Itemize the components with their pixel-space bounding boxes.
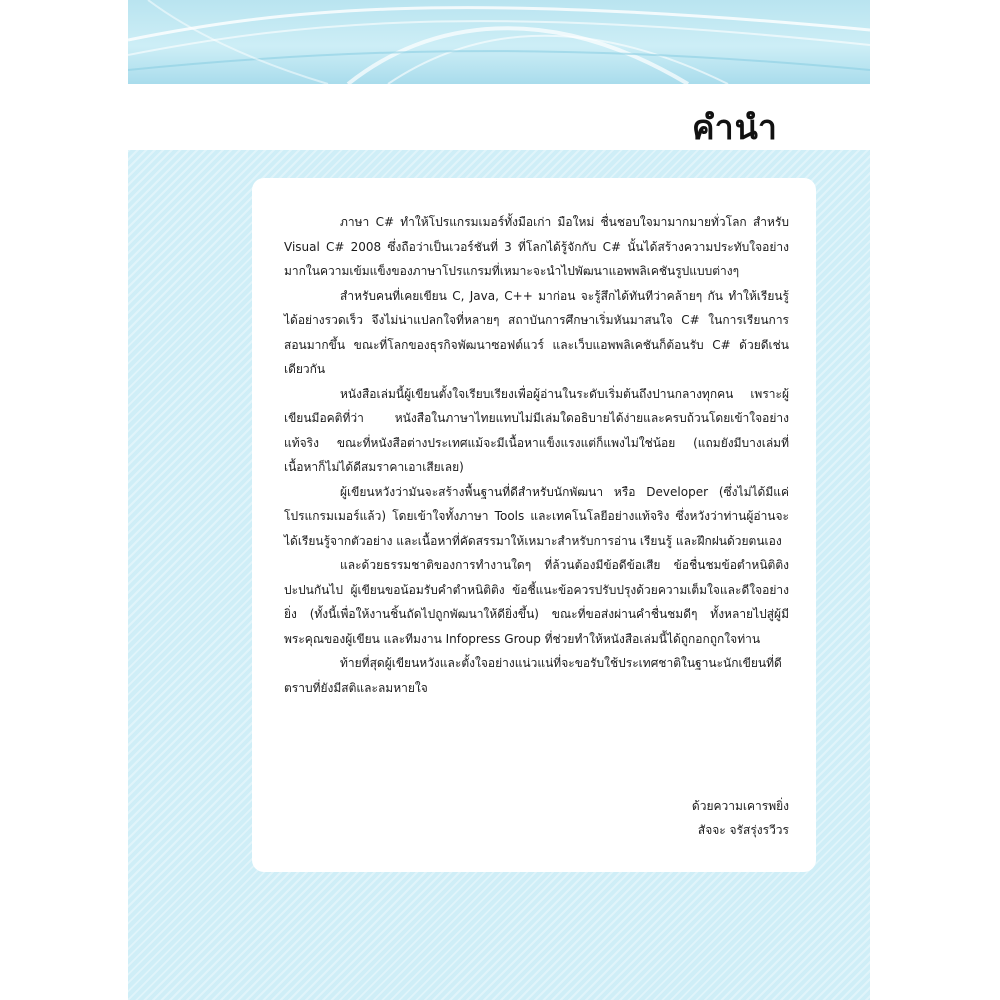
author-name: สัจจะ จรัสรุ่งรวีวร [697,823,789,837]
paragraph-3: หนังสือเล่มนี้ผู้เขียนตั้งใจเรียบเรียงเพื่อผู้อ่านในระดับเริ่มต้นถึงปานกลางทุกคน เพราะผู้เขียนมีอคติที่ว่า หนังสือในภาษาไทยแทบไม่มีเล่มใดอธิบายได้ง่ายและครบถ้วนโดยเข้าใจอย่างแท้จริง ขณะที่หนังสือต่างประเทศแม้จะมีเนื้อหาแข็งแรงแต่ก็แพงไม่ใช่น้อย (แถมยังมีบางเล่มที่เนื้อหาก็ไม่ได้ดีสมราคาเอาเสียเลย) [284,386,789,474]
signature-block [692,794,789,842]
paragraph-5: และด้วยธรรมชาติของการทำงานใดๆ ที่ล้วนต้องมีข้อดีข้อเสีย ข้อชื่นชมข้อตำหนิติติงปะปนกันไป ผู้เขียนขอน้อมรับคำตำหนิติติง ข้อชี้แนะข้อควรปรับปรุงด้วยความเต็มใจและดีใจอย่างยิ่ง (ทั้งนี้เพื่อให้งานชิ้นถัดไปถูกพัฒนาให้ดียิ่งขึ้น) ขณะที่ขอส่งผ่านคำชื่นชมดีๆ ทั้งหลายไปสู่ผู้มีพระคุณของผู้เขียน และทีมงาน Infopress Group ที่ช่วยทำให้หนังสือเล่มนี้ได้ถูกอกถูกใจท่าน [284,558,789,646]
header-banner [128,0,870,84]
closing-line: ด้วยความเคารพยิ่ง [691,799,789,813]
content-card [252,178,816,872]
paragraph-6: ท้ายที่สุดผู้เขียนหวังและตั้งใจอย่างแน่วแน่ที่จะขอรับใช้ประเทศชาติในฐานะนักเขียนที่ดีตราบที่ยังมีสติและลมหายใจ [284,656,782,695]
paragraph-2: สำหรับคนที่เคยเขียน C, Java, C++ มาก่อน จะรู้สึกได้ทันทีว่าคล้ายๆ กัน ทำให้เรียนรู้ได้อย่างรวดเร็ว จึงไม่น่าแปลกใจที่หลายๆ สถาบันการศึกษาเริ่มหันมาสนใจ C# ในการเรียนการสอนมากขึ้น ขณะที่โลกของธุรกิจพัฒนาซอฟต์แวร์ และเว็บแอพพลิเคชันก็ต้อนรับ C# ด้วยดีเช่นเดียวกัน [284,288,789,376]
book-page [128,0,870,1000]
banner-wave-decoration [128,0,870,84]
page-title: คำนำ [691,108,778,148]
paragraph-1: ภาษา C# ทำให้โปรแกรมเมอร์ทั้งมือเก่า มือใหม่ ชื่นชอบใจมามากมายทั่วโลก สำหรับ Visual C# 2008 ซึ่งถือว่าเป็นเวอร์ชันที่ 3 ที่โลกได้รู้จักกับ C# นั้นได้สร้างความประทับใจอย่างมากในความเข้มแข็งของภาษาโปรแกรมที่เหมาะจะนำไปพัฒนาแอพพลิเคชันรูปแบบต่างๆ [284,215,789,278]
paragraph-4: ผู้เขียนหวังว่ามันจะสร้างพื้นฐานที่ดีสำหรับนักพัฒนา หรือ Developer (ซึ่งไม่ได้มีแค่โปรแกรมเมอร์แล้ว) โดยเข้าใจทั้งภาษา Tools และเทคโนโลยีอย่างแท้จริง ซึ่งหวังว่าท่านผู้อ่านจะได้เรียนรู้จากตัวอย่าง และเนื้อหาที่คัดสรรมาให้เหมาะสำหรับการอ่าน เรียนรู้ และฝึกฝนด้วยตนเอง [284,484,789,548]
